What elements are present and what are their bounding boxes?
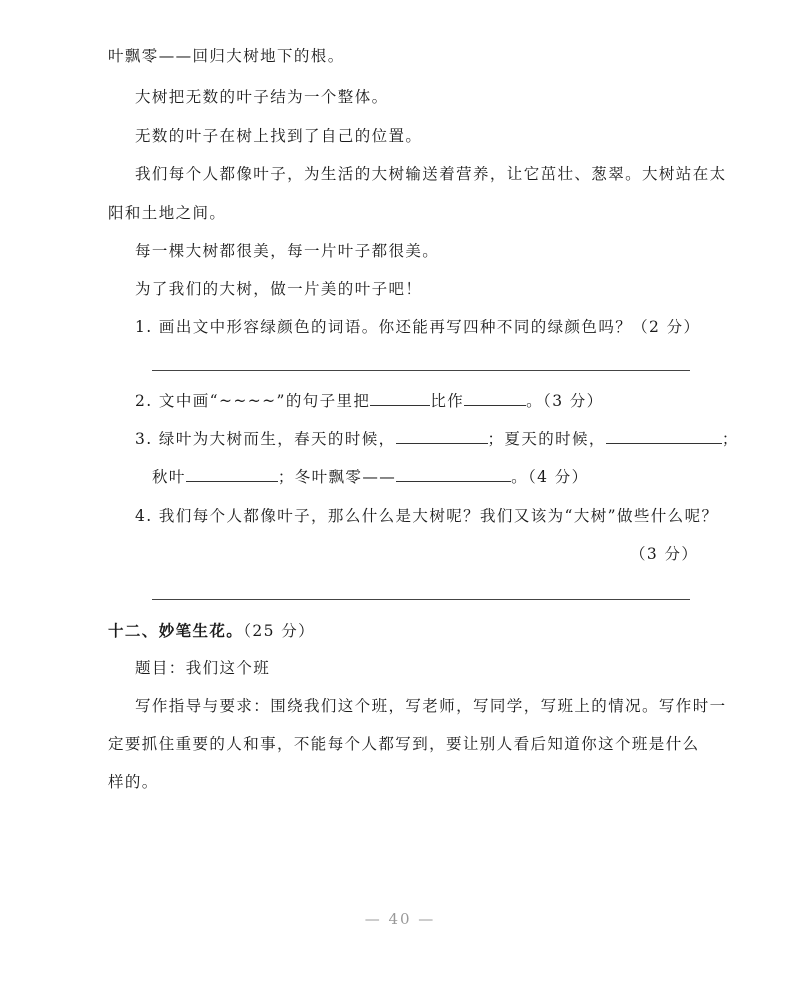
passage-line: 为了我们的大树，做一片美的叶子吧！	[135, 280, 423, 298]
question-1: 1. 画出文中形容绿颜色的词语。你还能再写四种不同的绿颜色吗？（2 分）	[135, 318, 701, 336]
answer-blank-q2-1[interactable]	[370, 391, 430, 406]
section-12-title: 十二、妙笔生花。	[108, 621, 244, 640]
answer-blank-q3-summer[interactable]	[606, 429, 722, 444]
section-12-score: （25 分）	[243, 622, 316, 640]
answer-line-q1[interactable]	[152, 370, 690, 371]
question-3	[135, 428, 739, 450]
question-3-text: ；冬叶飘零——	[277, 468, 397, 486]
essay-guide-line: 写作指导与要求：围绕我们这个班，写老师，写同学，写班上的情况。写作时一	[135, 697, 727, 715]
question-3-continued	[152, 466, 589, 488]
passage-line: 叶飘零——回归大树地下的根。	[108, 47, 345, 65]
essay-guide-line: 样的。	[108, 773, 159, 791]
question-4-score: （3 分）	[630, 545, 699, 563]
question-3-text: ；	[721, 430, 739, 448]
section-12-heading	[108, 620, 315, 642]
passage-line: 阳和土地之间。	[108, 204, 227, 222]
passage-line: 我们每个人都像叶子，为生活的大树输送着营养，让它茁壮、葱翠。大树站在太	[135, 165, 727, 183]
page-number: — 40 —	[364, 910, 436, 928]
question-2-text: 比作	[430, 392, 465, 410]
answer-blank-q3-winter[interactable]	[396, 467, 511, 482]
answer-blank-q2-2[interactable]	[464, 391, 526, 406]
question-2	[135, 390, 604, 412]
question-3-text: 秋叶	[152, 468, 186, 486]
answer-blank-q3-spring[interactable]	[396, 429, 488, 444]
essay-guide-line: 定要抓住重要的人和事，不能每个人都写到，要让别人看后知道你这个班是什么	[108, 735, 700, 753]
passage-line: 每一棵大树都很美，每一片叶子都很美。	[135, 242, 440, 260]
passage-line: 无数的叶子在树上找到了自己的位置。	[135, 127, 423, 145]
passage-line: 大树把无数的叶子结为一个整体。	[135, 88, 389, 106]
question-2-text: 。（3 分）	[526, 392, 604, 410]
question-3-text: 。（4 分）	[511, 468, 589, 486]
answer-blank-q3-autumn[interactable]	[186, 467, 278, 482]
question-3-text: 3. 绿叶为大树而生，春天的时候，	[135, 430, 396, 448]
question-2-text: 2. 文中画“~~~~”的句子里把	[135, 392, 371, 410]
essay-topic: 题目：我们这个班	[135, 659, 271, 677]
question-3-text: ；夏天的时候，	[487, 430, 606, 448]
question-4: 4. 我们每个人都像叶子，那么什么是大树呢？我们又该为“大树”做些什么呢？	[135, 507, 719, 525]
answer-line-q4[interactable]	[152, 599, 690, 600]
